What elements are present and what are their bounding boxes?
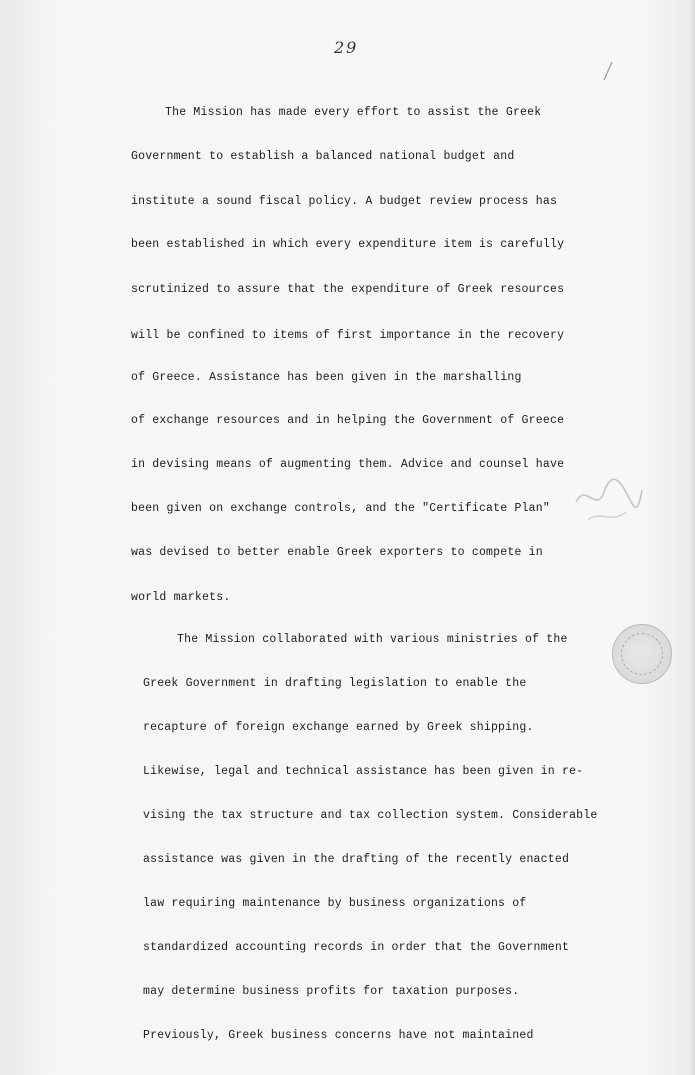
text-line: been given on exchange controls, and the "Certificate Plan" [131, 502, 550, 515]
page-number: 29 [334, 38, 359, 57]
text-line: Greek Government in drafting legislation to enable the [143, 677, 527, 690]
text-line: Previously, Greek business concerns have not maintained [143, 1029, 534, 1042]
text-line: assistance was given in the drafting of the recently enacted [143, 853, 570, 866]
text-line: standardized accounting records in order that the Government [143, 941, 570, 954]
text-line: in devising means of augmenting them. Advice and counsel have [131, 458, 565, 471]
text-line: of Greece. Assistance has been given in the marshalling [131, 371, 522, 384]
text-line: institute a sound fiscal policy. A budget review process has [131, 195, 558, 208]
text-line: law requiring maintenance by business organizations of [143, 897, 527, 910]
text-line: may determine business profits for taxation purposes. [143, 985, 520, 998]
handwritten-mark-icon [568, 462, 648, 532]
text-line: was devised to better enable Greek exporters to compete in [131, 546, 543, 559]
received-stamp-icon [612, 624, 672, 684]
text-line: Government to establish a balanced national budget and [131, 150, 515, 163]
text-line: will be confined to items of first importance in the recovery [131, 329, 565, 342]
text-line: The Mission collaborated with various ministries of the [177, 633, 568, 646]
text-line: recapture of foreign exchange earned by Greek shipping. [143, 721, 534, 734]
text-line: scrutinized to assure that the expenditure of Greek resources [131, 283, 565, 296]
text-line: been established in which every expenditure item is carefully [131, 238, 565, 251]
pencil-mark-icon [600, 60, 616, 82]
text-line: vising the tax structure and tax collection system. Considerable [143, 809, 598, 822]
text-line: world markets. [131, 591, 231, 604]
text-line: The Mission has made every effort to assist the Greek [165, 106, 542, 119]
text-line: Likewise, legal and technical assistance has been given in re- [143, 765, 584, 778]
text-line: of exchange resources and in helping the Government of Greece [131, 414, 565, 427]
